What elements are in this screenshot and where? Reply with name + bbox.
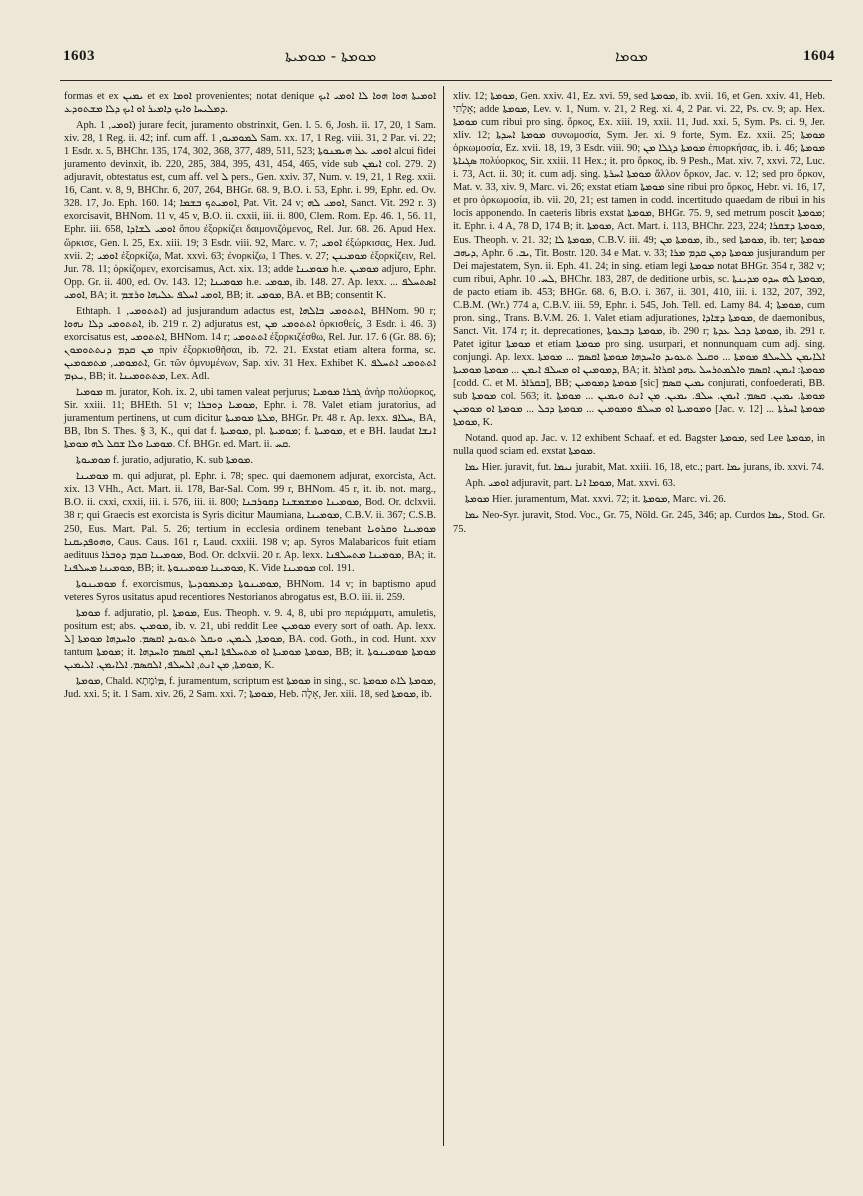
page-number-left: 1603 bbox=[63, 48, 95, 64]
entry-paragraph: ܝܡܐ Neo-Syr. juravit, Stod. Voc., Gr. 75, Nöld. Gr. 245, 346; ap. Curdos ܝܡܐ, Stod. Gr. 75. bbox=[453, 510, 825, 535]
left-column bbox=[64, 90, 436, 704]
entry-paragraph: ܡܘܡܝܢܐ m. qui adjurat, pl. Ephr. i. 78; spec. qui daemonem adjurat, exorcista, Act. xix. 13 VHh., Act. Mart. ii. 178, Bar-Sal. Com. 99 r, BHNom. 45 r, it. ib. not. marg., B.O. ii. cxxi, cxxii, iii. i. 576, iii. ii. 800; ܡܘܡܝܢܐ ܘܡܫܡܫܢܐ ܕܩܘܪܒܢܐ, Bod. Or. dclxvii. 38 r; qui Graecis est exorcista is Syris dicitur Maumiana, ܡܘܡܝܢܐ, C.B.V. ii. 367; C.S.B. 250, Eus. Mart. Pal. 5. 26; tertium in ecclesia ordinem tenebant ܡܘܡܝܢܐ ܘܩܪܘܝܐ ܘܗܘܦܕܝܩܢܐ, Caus. Caus. 161 r, Laud. cxxiii. 198 v; ap. Syros Malabaricos fuit etiam aedituus ܡܘܡܝܢܐ ܩܕܡ ܕܘܒܪܐ, Bod. Or. dclxvii. 20 r. Ap. lexx. ܡܘܡܝܢܐ ܡܬܚܠܦܢܐ, BA; it. ܡܘܡܝܢܐ ܡܚܠܦܢܐ, BB; it. ܡܘܡܝܢܐ ܡܘܡܝܢܘܬܐ, K. Vide ܡܘܡܝܢܐ col. 191. bbox=[64, 471, 436, 574]
entry-paragraph: ܡܘܡܝܢܘܬܐ f. exorcismus, ܡܘܡܝܢܘܬܐ ܕܡܥܡܘܕܝܬܐ, BHNom. 14 v; in baptismo apud veteres Syros usitatus apud recentiores Nestorianos abrogatus est, B.O. iii. ii. 259. bbox=[64, 578, 436, 603]
entry-paragraph: ܡܘܡܬܐ f. adjuratio, pl. ܡܘܡܬܐ, Eus. Theoph. v. 9. 4, 8, ubi pro περιάμματι, amuletis, positum est; abs. ܡܘܡܝܢ, ib. v. 21, ubi reddit Lee ܡܘܡܝܢ every sort of oath. Ap. lexx. ܡܘܡܬܐ, ܠܝܡܢ. ܘܝܩܠ ܬܥܘܝܕ ܐܩܣܡ. ܘܐܚܕܗܐ ܡܘܡܬܐ [ܠ, BA. cod. Goth., in cod. Hunt. xxv tantum ܡܘܡܬܐ; it. ܡܘܡܬܐ ܡܘܡܝܬܐ ܐܘ ܡܬܚܠܦܬܐ ܐܝܡܢ ܐܩܣܡ ܘܐܚܕܗܐ, BB; it. ܡܘܡܬܐ ܡܘܡܝܢܘܬܐ ܡܘܡܬܐ, ܡܢ ܐܢܬ, ܐܠܚܠܦ, ܐܠܩܣܡ. ܐܠܐܝܡܢ. ܐܠܝܡܝܢ, K. bbox=[64, 607, 437, 671]
right-column bbox=[453, 90, 825, 539]
entry-paragraph: xliv. 12; ܡܘܡܬܐ, Gen. xxiv. 41, Ez. xvi. 59, sed ܡܘܡܬܐ, ib. xvii. 16, et Gen. xxiv. 41, Heb. אָלָתִי; adde ܡܘܡܬܐ, Lev. v. 1, Num. v. 21, 2 Reg. xi. 4, 2 Par. vi. 22, Ps. cv. 9; ap. Hex. ܡܘܡܬܐ cum ribui pro sing. ὅρκος, Ex. xiii. 19, xxii. 11, Jud. xxi. 5, Sym. Ps. ci. 9, Jer. xliv. 12; ܡܘܡܬܐ ܐܚܕܬܐ συνωμοσία, Sym. Jer. xi. 9 forte, Sym. Ez. xxii. 25; ܡܘܡܬܐ ὁρκωμοσία, Ez. xvii. 18, 19, 3 Esdr. viii. 90; ܡܘܡܬܐ ܕܓܠܐ ܡܢ ἐπιορκήσας, ib. i. 46; ܡܘܡܬܐ ܣܓܝܐܬܐ πολύορκος, Sir. xxiii. 11 Hex.; it. pro ὅρκος, ib. 9 Pesh., Mat. xiv. 7, xxvi. 72, Luc. i. 73, Act. ii. 30; it. cum adj. sing. ܡܘܡܬܐ ܐܚܪܬܐ ἄλλον ὅρκον, Jac. v. 12; sed pro ὅρκον, Mat. v. 33, xiv. 9, Marc. vi. 26; exstat etiam ܡܘܡܬܐ sine ribui pro ὅρκος, Hebr. vi. 16, 17, et pro ὁρκωμοσία, ib. vii. 20, 21; est tamen in codd. incertitudo quaedam de ribui in his locis apponendo. In caeteris libris exstat ܡܘܡܬܐ, BHGr. 75. 9, sed metrum poscit ܡܘܡܬܐ; it. Ephr. i. 4 A, 78 D, 174 B; it. ܡܘܡܬܐ, Act. Mart. i. 113, BHChr. 223, 224; ܡܘܡܬܐ ܕܫܩܪܐ, Eus. Theoph. v. 21. 32; ܡܘܡܬܐ ܠܐ, C.B.V. iii. 49; ܡܘܡܬܐ ܡܢ, ib., sed ܡܘܡܬܐ, ib. ter; ܡܘܡܬܐ ܕܝܗܒ, Aphr. ܝܒ. 6, Tit. Bostr. 120. 34 e Mat. v. 33; ܡܘܡܬܐ ܕܡܢ ܩܕܡ ܡܪܐ jusjurandum per Dei majestatem, Syn. ii. Eph. 41. 24; in sing. etiam legi ܡܘܡܬܐ notat BHGr. 354 r, 382 v; cum ribui, Aphr. ܠܚ. 10, BHChr. 183, 287, de deditione urbis, sc. ܡܘܡܬܐ ܠܗ ܚܕܘ ܡܕܝܢܬܐ, de pacto etiam ib. 453; BHGr. 68. 6, B.O. i. 367, ii. 301, 410, iii. i. 132, 207, 392, C.B.M. (Wr.) 774 a, C.B.V. iii. 59, Ephr. i. 545, Joh. Tell. ed. Lamy 84. 4; ܡܘܡܬܐ, cum pron. sing., Trans. B.V.M. 26. 1. Valet etiam adjurationes, ܡܘܡܬܐ ܕܫܐܕܐ, de daemonibus, Sanct. Vit. 174 r; it. deprecationes, ܡܘܡܬܐ ܕܒܥܘܬܐ, ib. 290 r; ܡܘܡܬܐ ܕܟܠ ܥܕܬܐ, ib. 291 r. Patet igitur ܡܘܡܬܐ et etiam ܡܘܡܬܐ pro sing. usurpari, et nonnunquam cum adj. sing. conjungi. Ap. lexx. ܐܠܐܝܡܢ ܠܠܚܠܦ ܡܘܡܬܐ ... ܘܩܝܠ ܬܥܘܝܕ ܘܐܚܕܗܐ ܡܘܡܬܐ ܐܩܣܡ ... ܡܘܡܬܐ ܕܡܘܡܝܢ ܐܘ ܡܚܠܦ ܐܝܡܢ ... ܡܘܡܬܐ ܡܘܡܝܬܐ, BA; it. ܡܘܡܬܐ: ܐܝܡܢ. ܐܩܣܡ ܘܐܠܡܬܪܚܠ ܥܗܕ ܐܩܪܐܪ [codd. C. et M. ܒܩܪܐܪ], BB; ܡܘܡܬܐ ܕܡܘܡܝܢ [sic] ܝܡܝܢ ܩܣܡ conjurati, confoederati, BB. sub ܡܘܡܬܐ col. 563; it. ܡܘܡܬܐ. ܝܡܝܢ. ܩܣܡ. ܐܝܡܢ. ܚܠܦ. ܝܡܝܢ. ܡܢ ܐܢܬ ܘܝܡܝܢ ... ܡܘܡܬܐ ܘܡܘܡܝܬܐ ܐܘ ܡܚܠܦ ܘܡܘܡܝܢ ... ܡܘܡܬܐ ܕܟܠ ... ܡܘܡܬܐ ܐܘ ܡܘܡܝܢ [Jac. v. 12] ܡܘܡܬܐ ܐܚܪܬܐ ... ܡܘܡܬܐ, K. bbox=[453, 91, 826, 429]
entry-paragraph: ܡܘܡܝܐ m. jurator, Koh. ix. 2, ubi tamen valeat perjurus; ܓܒܪܐ ܡܘܡܝܐ ἀνὴρ πολύορκος, Sir. xxiii. 11; BHEth. 51 v; ܡܘܡܝܐ ܕܘܒܪܐ, Ephr. i. 78. Valet etiam juratorius, ad juramentum pertinens, ut cum dicitur ܡܠܬܐ ܡܘܡܝܬܐ, BHGr. Pr. 48 r. Ap. lexx. ܚܠܐܦ, BA, BB, Ibn S. Thes. § 3, K., qui dat f. ܡܘܡܝܬܐ, pl. ܡܘܡܝܬܐ; f. ܡܘܡܝܬܐ, et e BH. laudat ܐܢܫܐ ܡܘܡܝܐ ܘܠܐ ܫܩܠ ܠܗ ܡܘܡܬܐ. Cf. BHGr. ed. Mart. ii. ܩܚ. bbox=[64, 387, 436, 451]
header-rule bbox=[60, 80, 832, 81]
entry-paragraph: Ethtaph. ܐܬܬܘܡܝ, 1) ad jusjurandum adactus est, ܐܬܬܘܡܝ ܒܐܠܗܐ, BHNom. 90 r; ܐܬܬܘܡܝ ܕܠܐ ܢܗܘܐ, ib. 219 r. 2) adjuratus est, ܐܬܬܘܡܝ ܡܢ ὁρκισθείς, 3 Esdr. i. 46. 3) exorcisatus est, ܐܬܬܘܡܝ, BHNom. 14 r; ܐܬܬܘܡܝ ἐξορκιζέσθω, Rel. Jur. 17. 6 (Gr. 88. 6); ܡܢ ܩܕܡ ܕܢܬܬܘܡܘܢ πρὶν ἐξορκισθῆσαι, ib. 72. 21. Exstat etiam altera forma, sc. ܐܬܡܘܡܝ, ܡܬܡܘܡܝܢ, Gr. τῶν ὀμνυμένων, Sap. xiv. 31 Hex. Exhibet K. ܐܬܬܘܡܝ ܐܬܚܠܦ ܝܥܙܡ, BB; it. ܡܬܬܘܡܝܢܐ, Lex. Adl. bbox=[64, 305, 437, 382]
page-header bbox=[55, 44, 835, 72]
running-head-left: ܡܘܡܬܐ - ܡܘܡܝܬܐ bbox=[285, 47, 377, 65]
entry-paragraph: ܡܘܡܝܘܬܐ f. juratio, adjuratio, K. sub ܡܘܡܬܐ. bbox=[76, 455, 253, 467]
entry-paragraph: formas et ex ܝܡܝܢ et ex ܐܘܡܐ provenientes; notat denique ܐܘܡܝܬܐ ܗܘܐ ܗܘܐ ܠܐ ܐܘܡܝ ܐܝܟ ܕܡܠܝܚܐ ܘܐܝܟ ܕܐܡܝܪ ܐܘ ܐܝܟ ܕܠܐ ܡܫܬܘܕܥ. bbox=[64, 91, 436, 116]
running-head-right: ܡܘܡܐ bbox=[615, 47, 648, 65]
entry-paragraph: Aph. ܐܘܡܝ, 1) jurare fecit, juramento obstrinxit, Gen. l. 5. 6, Josh. ii. 17, 20, 1 Sam. xiv. 28, 1 Reg. ii. 42; inf. cum aff. ܠܡܘܡܝܘ, 1 Sam. xx. 17, 1 Reg. viii. 31, 2 Par. vi. 22; 1 Esdr. x. 5, BHChr. 135, 174, 302, 368, 377, 489, 511, 523; ܐܘܡܝ ܥܠ ܗܝܡܢܘܬܐ alcui fidei juramento devinxit, ib. 220, 285, 384, 395, 431, 454, 465, vide sub ܐܝܡܢ col. 279. 2) adjuravit, obtestatus est, cum aff. vel ܠ pers., Gen. xxiv. 37, Num. v. 19, 21, 1 Reg. xxii. 16, Cant. v. 8, 9, BHChr. 6, 207, 264, BHGr. 68. 9, B.O. i. 53, Ephr. i. 99, Ephr. ed. Ov. 328. 17, Jo. Eph. 160. 14; ܐܘܡܝܬܟ ܒܫܡܐ, Pat. Vit. 24 v; ܐܘܡܝ ܠܗ, Sanct. Vit. 292 r. 3) exorcisavit, BHNom. 11 v, 45 v, B.O. ii. cxxii, iii. ii. 800, Clem. Rom. Ep. 46. 1, 56. 11, Ephr. iii. 658, ܐܘܡܝ ܠܫܐܕܐ ὅπου ἐξορκίζει δαιμονιζόμενος, Rel. Jur. 68. 26. Apud Hex. ὥρκισε, Gen. l. 25, Ex. xiii. 19; 3 Esdr. viii. 92, Marc. v. 7; ܐܘܡܝ ἐξώρκισας, Hex. Jud. xvii. 2; ܐܘܡܝ ἐξορκίζω, Mat. xxvi. 63; ἐνορκίζω, 1 Thes. v. 27; ܡܘܡܝܢܢ ἐξορκίζειν, Rel. Jur. 78. 11; ὁρκίζομεν, exorcisamus, Act. xix. 13; adde ܡܘܡܝܢܐ h.e. ܡܘܡܝܢ adjuro, Ephr. Opp. Gr. ii. 400, ed. Ov. 143. 12; ܡܘܡܝܢܐ h.e. ܡܘܡܝ, ib. 148. 27. Ap. lexx. ܐܣܬܚܠܦ ... ܐܘܡܝ, BA; it. ܐܘܡܝ ܐܚܠܦ ܥܠܝܗܐ ܘܪܫܡ, BB; it. ܡܘܡܝ, BA. et BB; consentit K. bbox=[64, 120, 437, 301]
column-divider bbox=[443, 86, 444, 1146]
entry-paragraph: ܝܡܐ Hier. juravit, fut. ܢܝܡܐ jurabit, Mat. xxiii. 16, 18, etc.; part. ܝܡܐ jurans, ib. xxvi. 74. bbox=[465, 462, 825, 474]
entry-paragraph: Aph. ܐܘܡܝ adjuravit, part. ܡܘܡܐ ܐܢܐ, Mat. xxvi. 63. bbox=[465, 478, 676, 490]
entry-paragraph: ܡܘܡܬܐ, Chald. ܡוֹמָתָא, f. juramentum, scriptum est ܡܘܡܬܐ in sing., sc. ܡܘܡܬܐ ܠܐܬ ܡܘܡܬܐ, Jud. xxi. 5; it. 1 Sam. xiv. 26, 2 Sam. xxi. 7; ܡܘܡܬܐ, Heb. אָלָה, Jer. xiii. 18, sed ܡܘܡܬܐ, ib. bbox=[64, 676, 436, 701]
page-number-right: 1604 bbox=[803, 48, 835, 64]
entry-paragraph: Notand. quod ap. Jac. v. 12 exhibent Schaaf. et ed. Bagster ܡܘܡܬܐ, sed Lee ܡܘܡܬܐ, in nulla quod sciam ed. exstat ܡܘܡܬܐ. bbox=[453, 433, 825, 458]
entry-paragraph: ܡܘܡܬܐ Hier. juramentum, Mat. xxvi. 72; it. ܡܘܡܬܐ, Marc. vi. 26. bbox=[465, 494, 727, 506]
